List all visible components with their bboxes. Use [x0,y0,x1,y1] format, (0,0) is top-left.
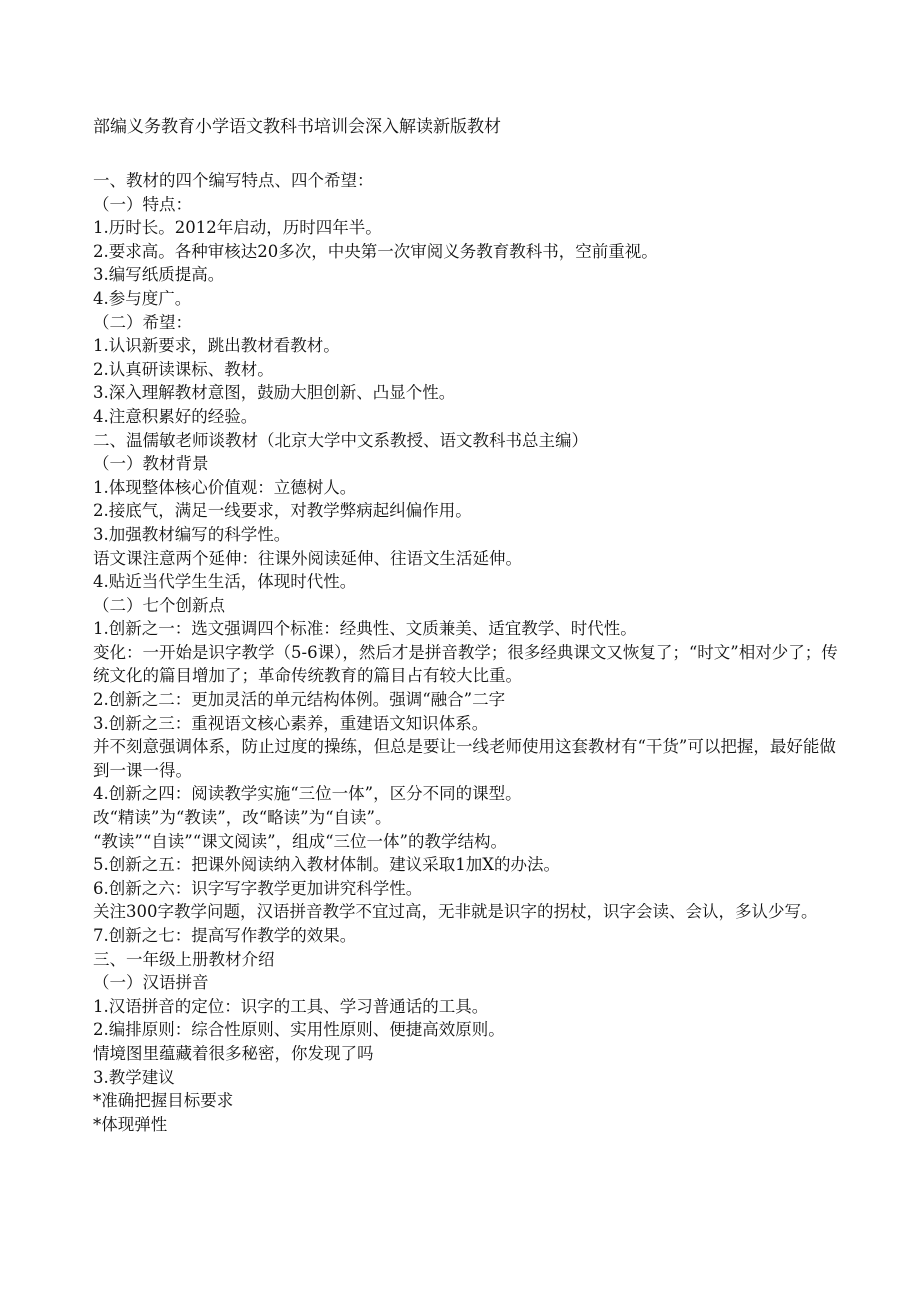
section-heading: 二、温儒敏老师谈教材（北京大学中文系教授、语文教科书总主编） [93,430,588,450]
section-heading: 一、教材的四个编写特点、四个希望： [93,171,374,190]
paragraph-line: 2.接底气，满足一线要求，对教学弊病起纠偏作用。 [93,501,472,521]
paragraph-line: 情境图里蕴藏着很多秘密，你发现了吗 [93,1043,374,1063]
paragraph-line: 1.创新之一：选文强调四个标准：经典性、文质兼美、适宜教学、时代性。 [93,619,637,639]
paragraph-line: 语文课注意两个延伸：往课外阅读延伸、往语文生活延伸。 [93,548,522,568]
bullet-line: *准确把握目标要求 [93,1091,234,1111]
paragraph-line: 2.编排原则：综合性原则、实用性原则、便捷高效原则。 [93,1020,505,1040]
paragraph-line: 变化：一开始是识字教学（5-6课），然后才是拼音教学；很多经典课文又恢复了；“时文”相对少了；传统文化的篇目增加了；革命传统教育的篇目占有较大比重。 [93,642,838,686]
paragraph-line: 1.历时长。2012年启动，历时四年半。 [93,218,382,238]
paragraph-line: 3.深入理解教材意图，鼓励大胆创新、凸显个性。 [93,383,456,403]
paragraph-line: 3.教学建议 [93,1067,175,1087]
subsection-heading: （一）汉语拼音 [93,973,209,993]
paragraph-line: 4.贴近当代学生生活，体现时代性。 [93,572,357,592]
paragraph-line: 2.认真研读课标、教材。 [93,359,274,379]
paragraph-line: 5.创新之五：把课外阅读纳入教材体制。建议采取1加X的办法。 [93,855,560,875]
paragraph-line: 6.创新之六：识字写字教学更加讲究科学性。 [93,878,423,898]
subsection-heading: （一）教材背景 [93,454,209,474]
subsection-heading: （二）希望： [93,312,192,332]
paragraph-line: 关注300字教学问题，汉语拼音教学不宜过高，无非就是识字的拐杖，识字会读、会认，多认少写。 [93,902,818,922]
subsection-heading: （一）特点： [93,194,192,214]
paragraph-line: 3.创新之三：重视语文核心素养，重建语文知识体系。 [93,713,489,733]
document-body [93,169,845,1136]
document-title: 部编义务教育小学语文教科书培训会深入解读新版教材 [93,117,501,137]
bullet-line: *体现弹性 [93,1114,168,1134]
paragraph-line: 改“精读”为“教读”，改“略读”为“自读”。 [93,808,392,828]
subsection-heading: （二）七个创新点 [93,595,225,615]
paragraph-line: 1.汉语拼音的定位：识字的工具、学习普通话的工具。 [93,996,489,1016]
paragraph-line: 2.创新之二：更加灵活的单元结构体例。强调“融合”二字 [93,690,506,710]
section-heading: 三、一年级上册教材介绍 [93,949,275,969]
paragraph-line: 3.编写纸质提高。 [93,265,225,285]
paragraph-line: 1.体现整体核心价值观：立德树人。 [93,477,357,497]
paragraph-line: “教读”“自读”“课文阅读”，组成“三位一体”的教学结构。 [93,831,507,851]
paragraph-line: 并不刻意强调体系，防止过度的操练，但总是要让一线老师使用这套教材有“干货”可以把握，最好能做到一课一得。 [93,737,836,780]
paragraph-line: 2.要求高。各种审核达20多次，中央第一次审阅义务教育教科书，空前重视。 [93,241,658,261]
paragraph-line: 7.创新之七：提高写作教学的效果。 [93,926,357,945]
paragraph-line: 4.注意积累好的经验。 [93,406,258,426]
paragraph-line: 1.认识新要求，跳出教材看教材。 [93,336,340,356]
paragraph-line: 4.参与度广。 [93,288,192,308]
paragraph-line: 3.加强教材编写的科学性。 [93,524,291,544]
paragraph-line: 4.创新之四：阅读教学实施“三位一体”，区分不同的课型。 [93,784,522,804]
